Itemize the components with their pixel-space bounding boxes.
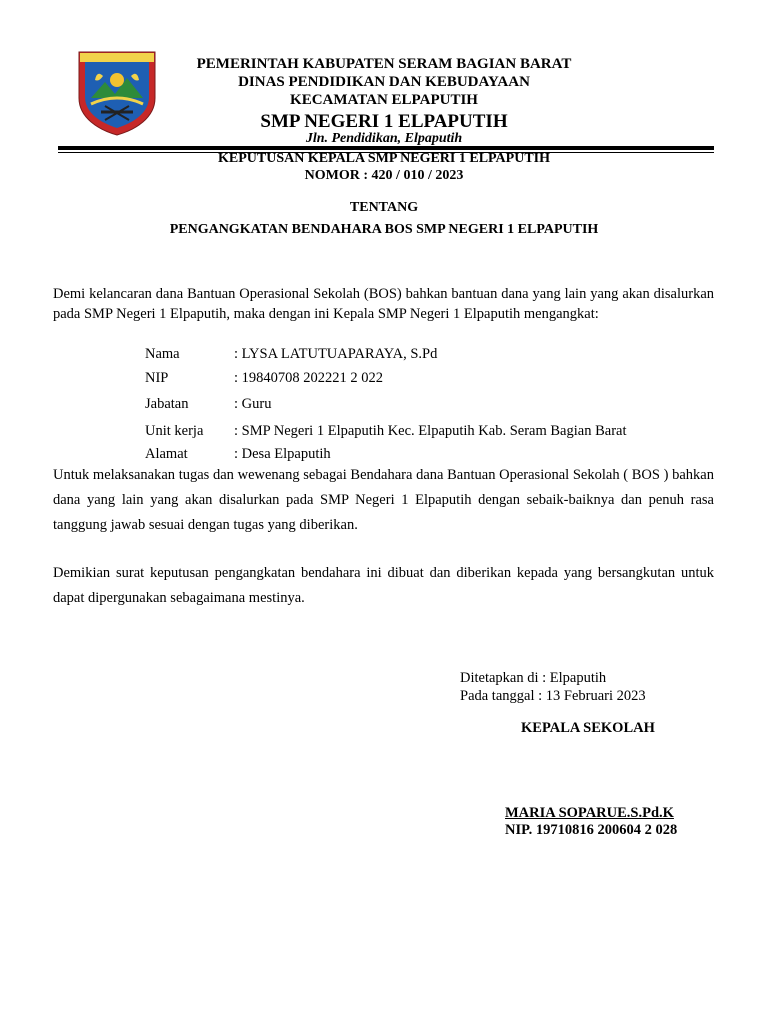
letterhead-district: KECAMATAN ELPAPUTIH xyxy=(290,92,478,108)
signature-place: Ditetapkan di : Elpaputih xyxy=(460,670,607,686)
letterhead-department: DINAS PENDIDIKAN DAN KEBUDAYAAN xyxy=(238,74,530,90)
decree-about: TENTANG xyxy=(349,200,419,215)
letterhead-government: PEMERINTAH KABUPATEN SERAM BAGIAN BARAT xyxy=(196,56,572,72)
field-value-name: : LYSA LATUTUAPARAYA, S.Pd xyxy=(234,346,438,362)
field-value-unit: : SMP Negeri 1 Elpaputih Kec. Elpaputih Kab. Seram Bagian Barat xyxy=(234,423,627,439)
decree-subject: PENGANGKATAN BENDAHARA BOS SMP NEGERI 1 ELPAPUTIH xyxy=(169,222,599,237)
letterhead-address: Jln. Pendidikan, Elpaputih xyxy=(305,131,463,146)
field-value-address: : Desa Elpaputih xyxy=(234,446,331,462)
signature-nip: NIP. 19710816 200604 2 028 xyxy=(505,822,678,838)
signature-position: KEPALA SEKOLAH xyxy=(521,720,655,736)
header-thick-rule xyxy=(58,146,714,150)
intro-paragraph: Demi kelancaran dana Bantuan Operasional Sekolah (BOS) bahkan bantuan dana yang lain yang akan disalurkan pada SMP Negeri 1 Elpaputih, maka dengan ini Kepala SMP Negeri 1 Elpaputih mengangkat: xyxy=(53,286,714,322)
field-label-position: Jabatan xyxy=(145,396,189,412)
signature-name: MARIA SOPARUE.S.Pd.K xyxy=(505,805,674,821)
field-value-position: : Guru xyxy=(234,396,272,412)
field-label-nip: NIP xyxy=(145,370,169,386)
letterhead-school: SMP NEGERI 1 ELPAPUTIH xyxy=(260,111,508,132)
field-label-address: Alamat xyxy=(145,446,188,462)
closing-paragraph: Demikian surat keputusan pengangkatan bendahara ini dibuat dan diberikan kepada yang bersangkutan untuk dapat dipergunakan sebagaimana mestinya. xyxy=(53,565,714,606)
field-label-unit: Unit kerja xyxy=(145,423,204,439)
body-paragraph: Untuk melaksanakan tugas dan wewenang sebagai Bendahara dana Bantuan Operasional Sekolah ( BOS ) bahkan dana yang lain yang akan disalurkan pada SMP Negeri 1 Elpaputih dengan sebaik-baiknya dan penuh rasa tanggung jawab sesuai dengan tugas yang diberikan. xyxy=(53,467,714,533)
regency-emblem-logo xyxy=(77,50,157,136)
field-value-nip: : 19840708 202221 2 022 xyxy=(234,370,384,386)
decree-title: KEPUTUSAN KEPALA SMP NEGERI 1 ELPAPUTIH xyxy=(217,151,551,166)
decree-number: NOMOR : 420 / 010 / 2023 xyxy=(304,168,464,183)
field-label-name: Nama xyxy=(145,346,180,362)
signature-date: Pada tanggal : 13 Februari 2023 xyxy=(460,688,646,704)
